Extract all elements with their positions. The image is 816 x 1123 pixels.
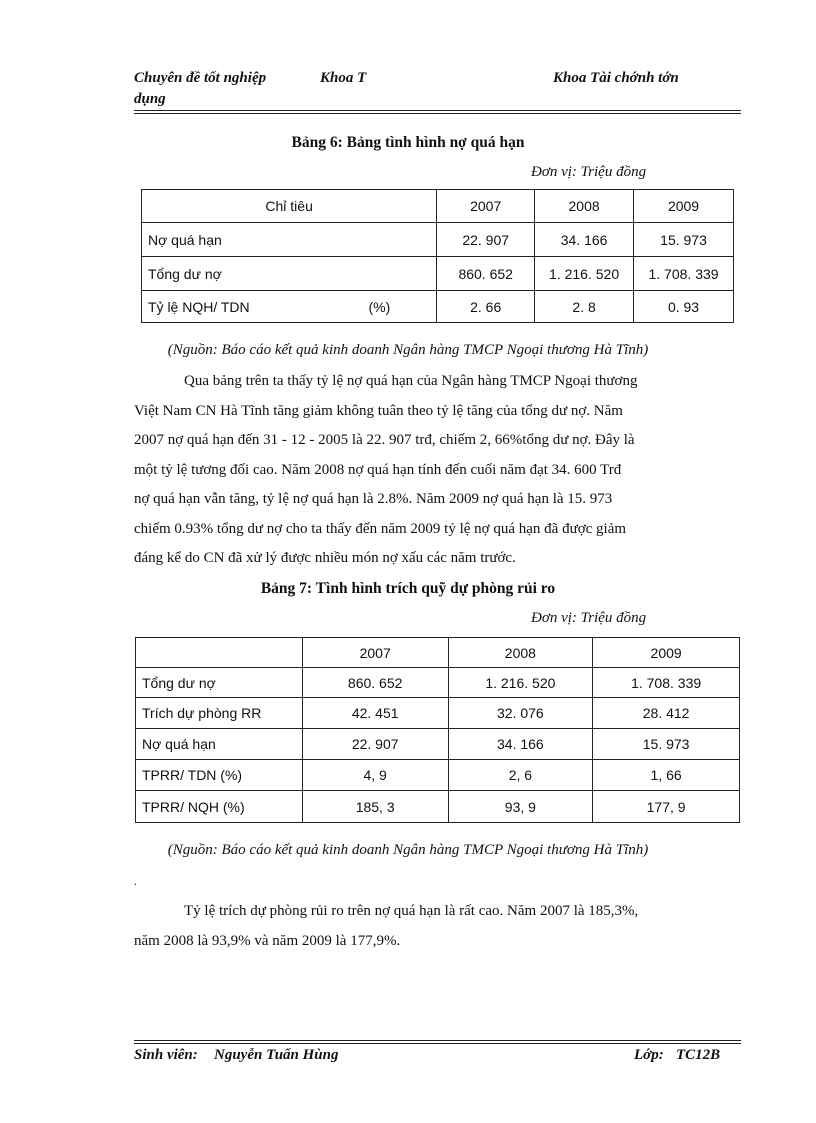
table7-cell: 1. 216. 520 <box>448 668 593 698</box>
paragraph-line: đáng kể do CN đã xử lý được nhiều món nợ xấu các năm trước. <box>134 550 516 566</box>
footer-class-name: TC12B <box>676 1047 721 1063</box>
footer-class-label: Lớp: <box>634 1047 664 1063</box>
table7-cell: 93, 9 <box>448 791 593 823</box>
table7 <box>135 637 740 823</box>
table7-cell: 4, 9 <box>302 760 448 791</box>
table6-cell: 22. 907 <box>437 223 535 257</box>
paragraph-line: chiếm 0.93% tổng dư nợ cho ta thấy đến năm 2009 tỷ lệ nợ quá hạn đã được giảm <box>134 520 627 537</box>
paragraph-line: Tỷ lệ trích dự phòng rủi ro trên nợ quá hạn là rất cao. Năm 2007 là 185,3%, <box>184 903 639 919</box>
paragraph-2 <box>134 897 738 956</box>
table-row <box>136 698 740 729</box>
table7-header-cell: 2009 <box>593 638 740 668</box>
paragraph-line: năm 2008 là 93,9% và năm 2009 là 177,9%. <box>134 932 401 949</box>
table7-header-cell: 2007 <box>302 638 448 668</box>
table6-header-cell: Chỉ tiêu <box>142 190 437 223</box>
table6-header-row <box>142 190 734 223</box>
footer-rule <box>134 1040 741 1044</box>
table6-row-unit: (%) <box>368 298 391 315</box>
table7-header-cell: 2008 <box>448 638 593 668</box>
header-left-dept: Khoa T <box>320 70 367 86</box>
table7-row-label: Trích dự phòng RR <box>136 698 303 729</box>
table6-row-label-cell <box>142 291 437 323</box>
table6-cell: 0. 93 <box>634 291 734 323</box>
table7-cell: 15. 973 <box>593 729 740 760</box>
table7-cell: 32. 076 <box>448 698 593 729</box>
table6-row-label: Nợ quá hạn <box>142 223 437 257</box>
table6-unit: Đơn vị: Triệu đồng <box>531 164 647 180</box>
paragraph-line: một tỷ lệ tương đối cao. Năm 2008 nợ quá hạn tính đến cuối năm đạt 34. 600 Trđ <box>134 461 622 478</box>
table7-source: (Nguồn: Báo cáo kết quả kinh doanh Ngân hàng TMCP Ngoại thương Hà Tĩnh) <box>167 842 649 858</box>
header-rule <box>134 110 741 114</box>
table-row <box>136 791 740 823</box>
table6-cell: 860. 652 <box>437 257 535 291</box>
table6-header-cell: 2008 <box>535 190 634 223</box>
table7-unit: Đơn vị: Triệu đồng <box>531 610 647 626</box>
table7-header-row <box>136 638 740 668</box>
stray-dot: . <box>134 874 137 888</box>
table6-cell: 1. 708. 339 <box>634 257 734 291</box>
table7-cell: 34. 166 <box>448 729 593 760</box>
table7-header-cell <box>136 638 303 668</box>
paragraph-line: 2007 nợ quá hạn đến 31 - 12 - 2005 là 22. 907 trđ, chiếm 2, 66%tổng dư nợ. Đây là <box>134 432 635 448</box>
table-row <box>136 729 740 760</box>
table6-cell: 15. 973 <box>634 223 734 257</box>
table6-header-cell: 2007 <box>437 190 535 223</box>
table6-row-label: Tổng dư nợ <box>142 257 437 291</box>
table7-cell: 28. 412 <box>593 698 740 729</box>
table6-cell: 2. 8 <box>535 291 634 323</box>
table7-cell: 185, 3 <box>302 791 448 823</box>
table6-row-label: Tỷ lệ NQH/ TDN <box>148 298 250 315</box>
table7-cell: 1. 708. 339 <box>593 668 740 698</box>
table6-cell: 34. 166 <box>535 223 634 257</box>
table7-cell: 42. 451 <box>302 698 448 729</box>
table7-cell: 860. 652 <box>302 668 448 698</box>
table7-row-label: Tổng dư nợ <box>136 668 303 698</box>
paragraph-line: nợ quá hạn vẫn tăng, tỷ lệ nợ quá hạn là 2.8%. Năm 2009 nợ quá hạn là 15. 973 <box>134 491 613 507</box>
paragraph-line: Việt Nam CN Hà Tĩnh tăng giảm không tuân theo tỷ lệ tăng của tổng dư nợ. Năm <box>134 402 623 419</box>
table6-header-cell: 2009 <box>634 190 734 223</box>
paragraph-line: Qua bảng trên ta thấy tỷ lệ nợ quá hạn của Ngân hàng TMCP Ngoại thương <box>184 373 638 389</box>
table6 <box>141 189 734 323</box>
footer-student-name: Nguyễn Tuấn Hùng <box>214 1047 339 1063</box>
table6-source: (Nguồn: Báo cáo kết quả kinh doanh Ngân hàng TMCP Ngoại thương Hà Tĩnh) <box>167 342 649 358</box>
table-row <box>136 760 740 791</box>
table7-row-label: TPRR/ TDN (%) <box>136 760 303 791</box>
table-row <box>142 257 734 291</box>
header-right-dept: Khoa Tài chớnh tớn <box>553 70 679 86</box>
table-row <box>142 223 734 257</box>
table7-cell: 1, 66 <box>593 760 740 791</box>
table7-row-label: TPRR/ NQH (%) <box>136 791 303 823</box>
table-row <box>142 291 734 323</box>
table6-title: Bảng 6: Bảng tình hình nợ quá hạn <box>291 134 525 151</box>
header-left-title: Chuyên đề tốt nghiệp <box>134 70 267 86</box>
table7-title: Bảng 7: Tình hình trích quỹ dự phòng rủi ro <box>260 580 556 597</box>
table7-cell: 177, 9 <box>593 791 740 823</box>
table7-cell: 22. 907 <box>302 729 448 760</box>
footer-student-label: Sinh viên: <box>134 1047 198 1063</box>
table7-cell: 2, 6 <box>448 760 593 791</box>
table6-cell: 1. 216. 520 <box>535 257 634 291</box>
header-wrap-text: dụng <box>134 91 166 107</box>
table7-row-label: Nợ quá hạn <box>136 729 303 760</box>
paragraph-1 <box>134 367 738 574</box>
table-row <box>136 668 740 698</box>
table6-cell: 2. 66 <box>437 291 535 323</box>
